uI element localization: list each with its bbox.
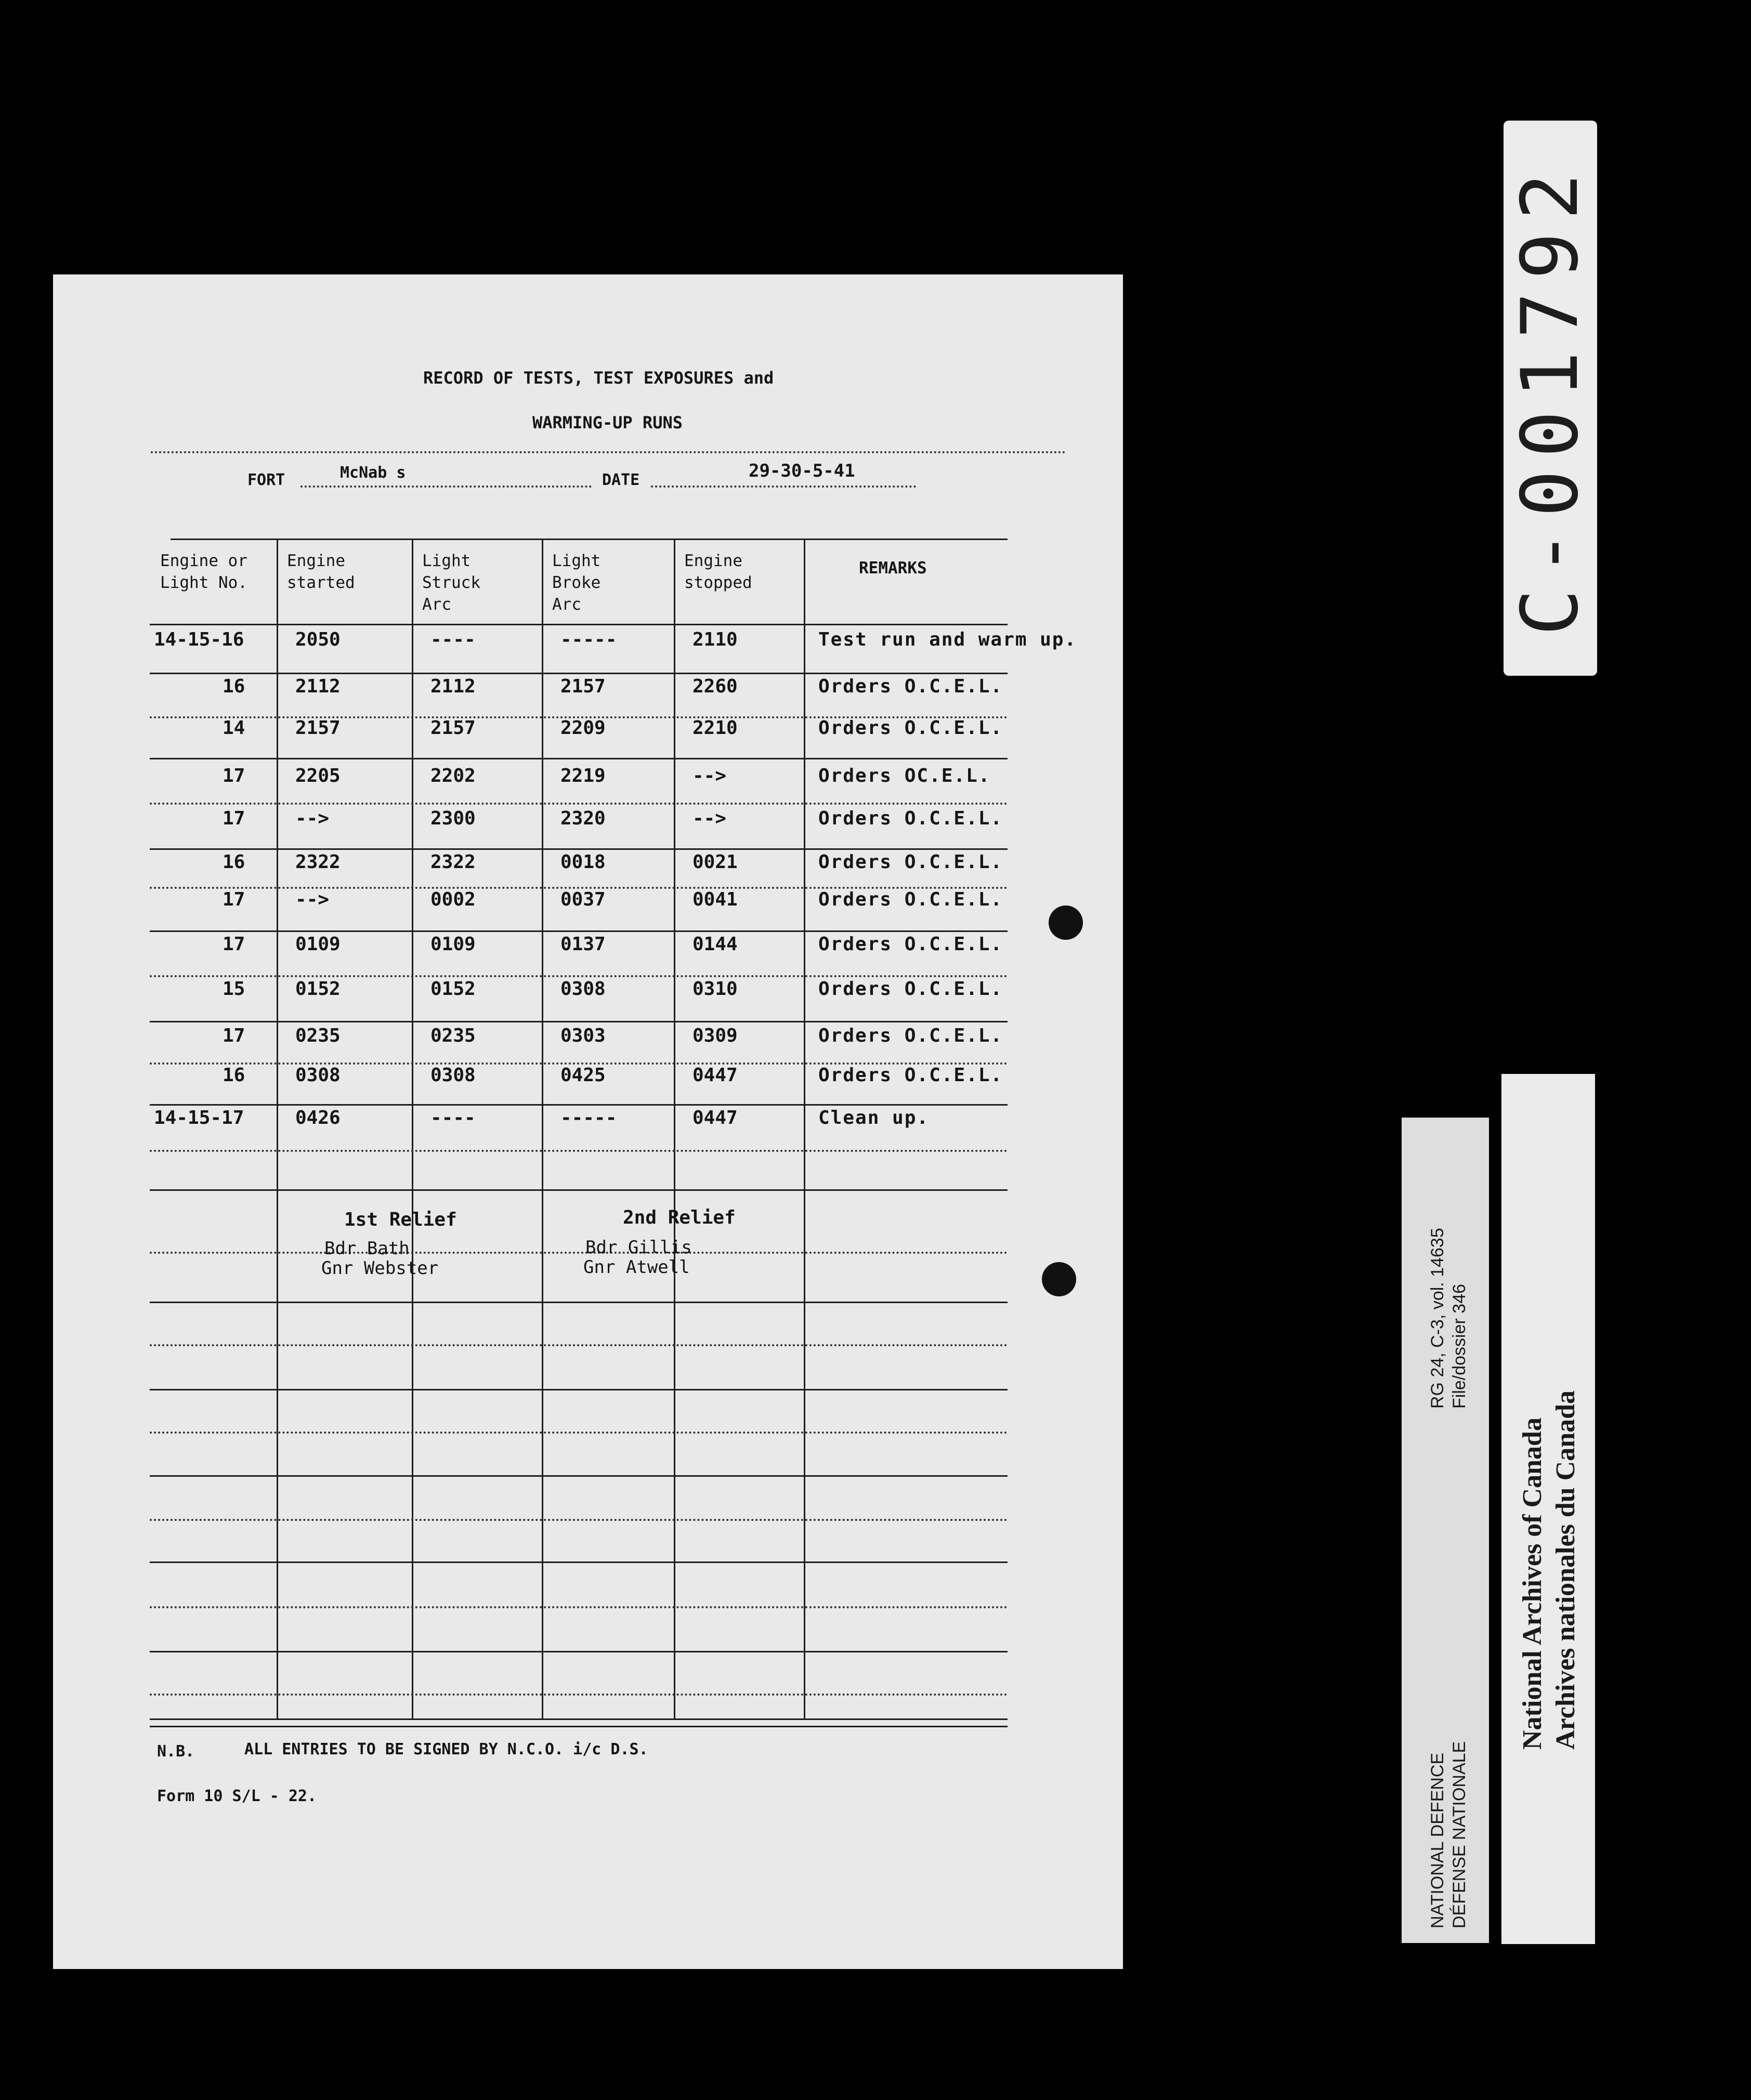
row-rule — [150, 758, 1008, 759]
fort-value: McNab s — [340, 464, 406, 482]
light-number-cell: 17 — [223, 765, 245, 786]
form-subtitle: WARMING-UP RUNS — [532, 413, 683, 432]
engine-started-cell: 2050 — [295, 629, 341, 650]
light-broke-cell: 0137 — [560, 934, 606, 955]
light-broke-cell: 0303 — [560, 1025, 606, 1046]
engine-stopped-cell: 0144 — [692, 934, 738, 955]
engine-started-cell: 0308 — [295, 1065, 341, 1086]
light-broke-cell: 0018 — [560, 851, 606, 873]
fort-dotted-line — [300, 485, 592, 488]
row-rule — [150, 1606, 1008, 1608]
department-fr: DÉFENSE NATIONALE — [1449, 1741, 1469, 1928]
light-struck-cell: 2112 — [430, 676, 476, 697]
engine-stopped-cell: 2110 — [692, 629, 738, 650]
row-rule — [150, 1651, 1008, 1652]
punch-hole — [1049, 905, 1083, 940]
row-rule — [150, 1150, 1008, 1152]
remarks-cell: Orders O.C.E.L. — [818, 808, 1003, 829]
remarks-cell: Orders O.C.E.L. — [818, 1065, 1003, 1086]
second-relief-name: Bdr Gillis — [585, 1237, 692, 1258]
reference-line-1: RG 24, C-3, vol. 14635 — [1428, 1228, 1447, 1409]
engine-stopped-cell: 0041 — [692, 889, 738, 910]
engine-started-cell: 2205 — [295, 765, 341, 786]
engine-stopped-cell: 0447 — [692, 1065, 738, 1086]
row-rule — [150, 673, 1008, 674]
light-broke-cell: ----- — [560, 629, 617, 650]
row-rule — [150, 1302, 1008, 1303]
first-relief-title: 1st Relief — [344, 1209, 457, 1230]
light-struck-cell: 0235 — [430, 1025, 476, 1046]
light-struck-cell: 0152 — [430, 978, 476, 1000]
remarks-cell: Orders O.C.E.L. — [818, 978, 1003, 1000]
row-rule — [150, 1432, 1008, 1434]
light-struck-cell: ---- — [430, 629, 476, 650]
table-top-rule — [171, 539, 1008, 540]
light-number-cell: 14-15-16 — [154, 629, 244, 650]
engine-started-cell: --> — [295, 808, 330, 829]
engine-started-cell: 2112 — [295, 676, 341, 697]
archives-canada-label — [1501, 1074, 1595, 1944]
remarks-cell: Orders O.C.E.L. — [818, 889, 1003, 910]
light-number-cell: 14 — [223, 717, 245, 739]
archives-name-fr: Archives nationales du Canada — [1551, 1390, 1580, 1750]
remarks-cell: Orders O.C.E.L. — [818, 1025, 1003, 1046]
light-number-cell: 16 — [223, 1065, 245, 1086]
column-rule — [804, 539, 805, 1718]
engine-stopped-cell: 2260 — [692, 676, 738, 697]
engine-stopped-cell: 0310 — [692, 978, 738, 1000]
archives-name-en: National Archives of Canada — [1518, 1418, 1547, 1750]
form-number: Form 10 S/L - 22. — [157, 1787, 317, 1805]
light-broke-cell: 2157 — [560, 676, 606, 697]
light-struck-cell: 2157 — [430, 717, 476, 739]
light-broke-cell: 0037 — [560, 889, 606, 910]
light-struck-cell: 2300 — [430, 808, 476, 829]
row-rule — [150, 1104, 1008, 1106]
light-number-cell: 17 — [223, 889, 245, 910]
engine-started-cell: --> — [295, 889, 330, 910]
row-rule — [150, 1021, 1008, 1022]
date-dotted-line — [651, 485, 916, 488]
light-broke-cell: ----- — [560, 1107, 617, 1128]
row-rule — [150, 1252, 1008, 1254]
date-value: 29-30-5-41 — [749, 461, 855, 481]
remarks-cell: Test run and warm up. — [818, 629, 1077, 650]
light-broke-cell: 0308 — [560, 978, 606, 1000]
column-header: Engine started — [287, 552, 355, 592]
date-label: DATE — [602, 471, 640, 489]
light-broke-cell: 0425 — [560, 1065, 606, 1086]
light-struck-cell: 0308 — [430, 1065, 476, 1086]
remarks-cell: Clean up. — [818, 1107, 930, 1128]
header-bottom-rule — [150, 624, 1008, 625]
engine-started-cell: 2157 — [295, 717, 341, 739]
form-sheet — [53, 274, 1123, 1969]
light-struck-cell: 2322 — [430, 851, 476, 873]
archive-reference-label — [1402, 1118, 1489, 1943]
reference-line-2: File/dossier 346 — [1449, 1283, 1469, 1409]
engine-stopped-cell: --> — [692, 765, 727, 786]
column-header: Light Broke Arc — [552, 552, 601, 614]
first-relief-name: Bdr Bath — [324, 1238, 410, 1259]
light-number-cell: 17 — [223, 934, 245, 955]
divider-dots — [151, 451, 1066, 453]
remarks-cell: Orders O.C.E.L. — [818, 934, 1003, 955]
light-struck-cell: ---- — [430, 1107, 476, 1128]
light-number-cell: 15 — [223, 978, 245, 1000]
second-relief-title: 2nd Relief — [623, 1207, 736, 1228]
row-rule — [150, 1475, 1008, 1477]
punch-hole — [1042, 1262, 1076, 1296]
column-rule — [674, 539, 675, 1718]
row-rule — [150, 930, 1008, 932]
column-header: REMARKS — [859, 559, 927, 578]
row-rule — [150, 1189, 1008, 1191]
engine-started-cell: 0235 — [295, 1025, 341, 1046]
remarks-cell: Orders O.C.E.L. — [818, 676, 1003, 697]
table-bottom-rule — [150, 1718, 1008, 1720]
department-en: NATIONAL DEFENCE — [1428, 1752, 1447, 1928]
engine-started-cell: 2322 — [295, 851, 341, 873]
engine-started-cell: 0152 — [295, 978, 341, 1000]
row-rule — [150, 1344, 1008, 1346]
remarks-cell: Orders O.C.E.L. — [818, 717, 1003, 739]
engine-started-cell: 0109 — [295, 934, 341, 955]
column-header: Engine stopped — [684, 552, 752, 592]
light-number-cell: 17 — [223, 1025, 245, 1046]
row-rule — [150, 1389, 1008, 1390]
column-header: Light Struck Arc — [422, 552, 480, 614]
remarks-cell: Orders O.C.E.L. — [818, 851, 1003, 873]
frame-number-strip — [1504, 121, 1597, 676]
light-struck-cell: 2202 — [430, 765, 476, 786]
light-number-cell: 17 — [223, 808, 245, 829]
column-rule — [412, 539, 413, 1718]
light-number-cell: 14-15-17 — [154, 1107, 244, 1128]
light-broke-cell: 2219 — [560, 765, 606, 786]
engine-stopped-cell: 0309 — [692, 1025, 738, 1046]
light-struck-cell: 0109 — [430, 934, 476, 955]
engine-stopped-cell: --> — [692, 808, 727, 829]
row-rule — [150, 848, 1008, 850]
row-rule — [150, 975, 1008, 977]
column-rule — [542, 539, 543, 1718]
row-rule — [150, 1561, 1008, 1563]
remarks-cell: Orders OC.E.L. — [818, 765, 991, 786]
engine-stopped-cell: 0021 — [692, 851, 738, 873]
column-rule — [277, 539, 278, 1718]
row-rule — [150, 803, 1008, 805]
nb-text: ALL ENTRIES TO BE SIGNED BY N.C.O. i/c D.S. — [244, 1740, 648, 1758]
light-struck-cell: 0002 — [430, 889, 476, 910]
row-rule — [150, 1694, 1008, 1696]
light-broke-cell: 2209 — [560, 717, 606, 739]
form-title: RECORD OF TESTS, TEST EXPOSURES and — [423, 368, 774, 388]
nb-label: N.B. — [157, 1742, 195, 1761]
light-broke-cell: 2320 — [560, 808, 606, 829]
row-rule — [150, 1519, 1008, 1521]
engine-stopped-cell: 2210 — [692, 717, 738, 739]
first-relief-name: Gnr Webster — [321, 1258, 439, 1279]
engine-started-cell: 0426 — [295, 1107, 341, 1128]
fort-label: FORT — [247, 471, 285, 489]
light-number-cell: 16 — [223, 851, 245, 873]
light-number-cell: 16 — [223, 676, 245, 697]
second-relief-name: Gnr Atwell — [583, 1257, 690, 1278]
engine-stopped-cell: 0447 — [692, 1107, 738, 1128]
frame-number: C-001792 — [1505, 160, 1596, 636]
column-header: Engine or Light No. — [160, 552, 247, 592]
table-bottom-rule — [150, 1726, 1008, 1727]
